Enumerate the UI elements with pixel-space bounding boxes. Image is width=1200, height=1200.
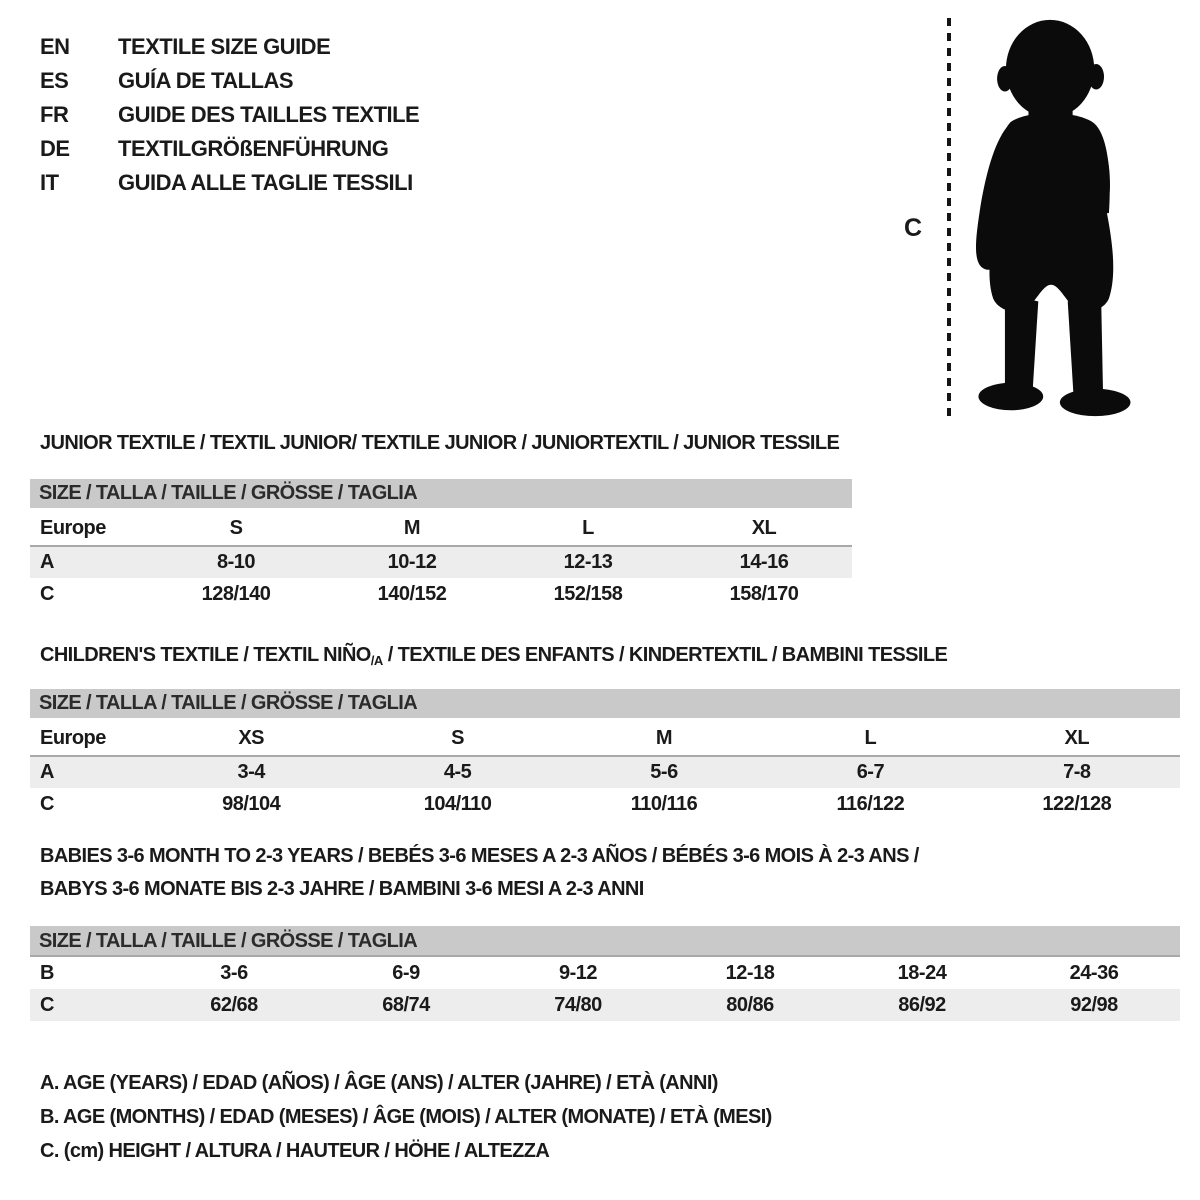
table-cell: 86/92 bbox=[898, 993, 946, 1016]
junior-size-table bbox=[30, 479, 852, 611]
row-label: C bbox=[40, 793, 54, 815]
table-cell: 152/158 bbox=[553, 583, 623, 605]
table-cell: 98/104 bbox=[222, 793, 281, 815]
column-header: M bbox=[403, 517, 421, 539]
language-row-it bbox=[40, 166, 419, 200]
row-label: B bbox=[40, 961, 54, 984]
table-cell: 24-36 bbox=[1069, 961, 1119, 984]
size-header-bar: SIZE / TALLA / TAILLE / GRÖSSE / TAGLIA bbox=[30, 926, 1180, 957]
table-cell: 74/80 bbox=[554, 993, 602, 1016]
language-code: ES bbox=[40, 68, 69, 93]
column-header: L bbox=[582, 517, 594, 539]
column-header: S bbox=[229, 517, 243, 539]
table-cell: 62/68 bbox=[210, 993, 258, 1016]
language-code: EN bbox=[40, 34, 70, 59]
column-header: S bbox=[451, 727, 465, 749]
table-cell: 6-9 bbox=[392, 961, 420, 984]
table-cell: 9-12 bbox=[558, 961, 598, 984]
column-header: M bbox=[655, 727, 673, 749]
language-code: FR bbox=[40, 102, 69, 127]
language-code: DE bbox=[40, 136, 70, 161]
table-cell: 110/116 bbox=[630, 793, 698, 815]
row-label: C bbox=[40, 993, 54, 1016]
guide-title-fr: GUIDE DES TAILLES TEXTILE bbox=[118, 102, 420, 127]
guide-title-en: TEXTILE SIZE GUIDE bbox=[118, 34, 331, 59]
table-row-height bbox=[30, 578, 852, 611]
table-cell: 14-16 bbox=[739, 551, 789, 573]
table-cell: 12-18 bbox=[725, 961, 775, 984]
babies-size-table bbox=[30, 926, 1180, 1021]
guide-title-de: TEXTILGRÖßENFÜHRUNG bbox=[118, 136, 389, 161]
language-row-en bbox=[40, 30, 419, 64]
row-label: A bbox=[40, 551, 54, 573]
table-row-columns bbox=[30, 512, 852, 547]
size-header-bar: SIZE / TALLA / TAILLE / GRÖSSE / TAGLIA bbox=[30, 689, 1180, 718]
children-title-suffix: / TEXTILE DES ENFANTS / KINDERTEXTIL / BAMBINI TESSILE bbox=[382, 644, 948, 666]
height-measure-label: C bbox=[904, 214, 923, 242]
guide-title-es: GUÍA DE TALLAS bbox=[118, 68, 294, 93]
table-cell: 140/152 bbox=[377, 583, 447, 605]
children-section-title bbox=[40, 644, 947, 668]
legend-line-a: A. AGE (YEARS) / EDAD (AÑOS) / ÂGE (ANS) / ALTER (JAHRE) / ETÀ (ANNI) bbox=[40, 1072, 718, 1094]
language-title-list bbox=[40, 30, 419, 200]
column-header-region: Europe bbox=[40, 517, 106, 539]
language-row-es bbox=[40, 64, 419, 98]
table-row-columns bbox=[30, 722, 1180, 757]
table-cell: 158/170 bbox=[729, 583, 799, 605]
table-cell: 4-5 bbox=[443, 761, 472, 783]
language-row-de bbox=[40, 132, 419, 166]
table-cell: 18-24 bbox=[897, 961, 947, 984]
language-row-fr bbox=[40, 98, 419, 132]
row-label: C bbox=[40, 583, 54, 605]
column-header: L bbox=[864, 727, 877, 749]
size-header-bar: SIZE / TALLA / TAILLE / GRÖSSE / TAGLIA bbox=[30, 479, 852, 508]
table-cell: 10-12 bbox=[387, 551, 437, 573]
column-header: XL bbox=[751, 517, 777, 539]
babies-section-title-line2: BABYS 3-6 MONATE BIS 2-3 JAHRE / BAMBINI 3-6 MESI A 2-3 ANNI bbox=[40, 878, 644, 900]
table-cell: 80/86 bbox=[726, 993, 774, 1016]
table-cell: 128/140 bbox=[201, 583, 271, 605]
table-cell: 5-6 bbox=[650, 761, 678, 783]
column-header: XS bbox=[238, 727, 265, 749]
table-cell: 12-13 bbox=[563, 551, 613, 573]
children-title-prefix: CHILDREN'S TEXTILE / TEXTIL NIÑO bbox=[40, 644, 371, 666]
table-row-height bbox=[30, 788, 1180, 821]
legend bbox=[40, 1066, 772, 1168]
children-size-table bbox=[30, 689, 1180, 821]
table-row-age bbox=[30, 757, 1180, 788]
toddler-silhouette-icon bbox=[958, 12, 1148, 424]
legend-line-b: B. AGE (MONTHS) / EDAD (MESES) / ÂGE (MOIS) / ALTER (MONATE) / ETÀ (MESI) bbox=[40, 1106, 772, 1128]
table-cell: 3-6 bbox=[220, 961, 248, 984]
children-title-subscript: /A bbox=[370, 653, 383, 668]
babies-section-title-line1: BABIES 3-6 MONTH TO 2-3 YEARS / BEBÉS 3-6 MESES A 2-3 AÑOS / BÉBÉS 3-6 MOIS À 2-3 ANS / bbox=[40, 845, 919, 867]
table-row-height bbox=[30, 989, 1180, 1021]
column-header-region: Europe bbox=[40, 727, 106, 749]
table-cell: 68/74 bbox=[382, 993, 430, 1016]
table-row-months bbox=[30, 957, 1180, 989]
row-label: A bbox=[40, 761, 54, 783]
table-cell: 3-4 bbox=[237, 761, 265, 783]
table-cell: 7-8 bbox=[1063, 761, 1091, 783]
table-cell: 92/98 bbox=[1070, 993, 1118, 1016]
column-header: XL bbox=[1064, 727, 1090, 749]
table-cell: 104/110 bbox=[423, 793, 492, 815]
height-measure-dashed-line bbox=[947, 18, 951, 418]
table-cell: 6-7 bbox=[856, 761, 885, 783]
legend-line-c: C. (cm) HEIGHT / ALTURA / HAUTEUR / HÖHE / ALTEZZA bbox=[40, 1140, 550, 1162]
table-row-age bbox=[30, 547, 852, 578]
guide-title-it: GUIDA ALLE TAGLIE TESSILI bbox=[118, 170, 413, 195]
table-cell: 8-10 bbox=[216, 551, 256, 573]
junior-section-title: JUNIOR TEXTILE / TEXTIL JUNIOR/ TEXTILE JUNIOR / JUNIORTEXTIL / JUNIOR TESSILE bbox=[40, 432, 840, 454]
language-code: IT bbox=[40, 170, 59, 195]
table-cell: 116/122 bbox=[836, 793, 905, 815]
table-cell: 122/128 bbox=[1042, 793, 1112, 815]
